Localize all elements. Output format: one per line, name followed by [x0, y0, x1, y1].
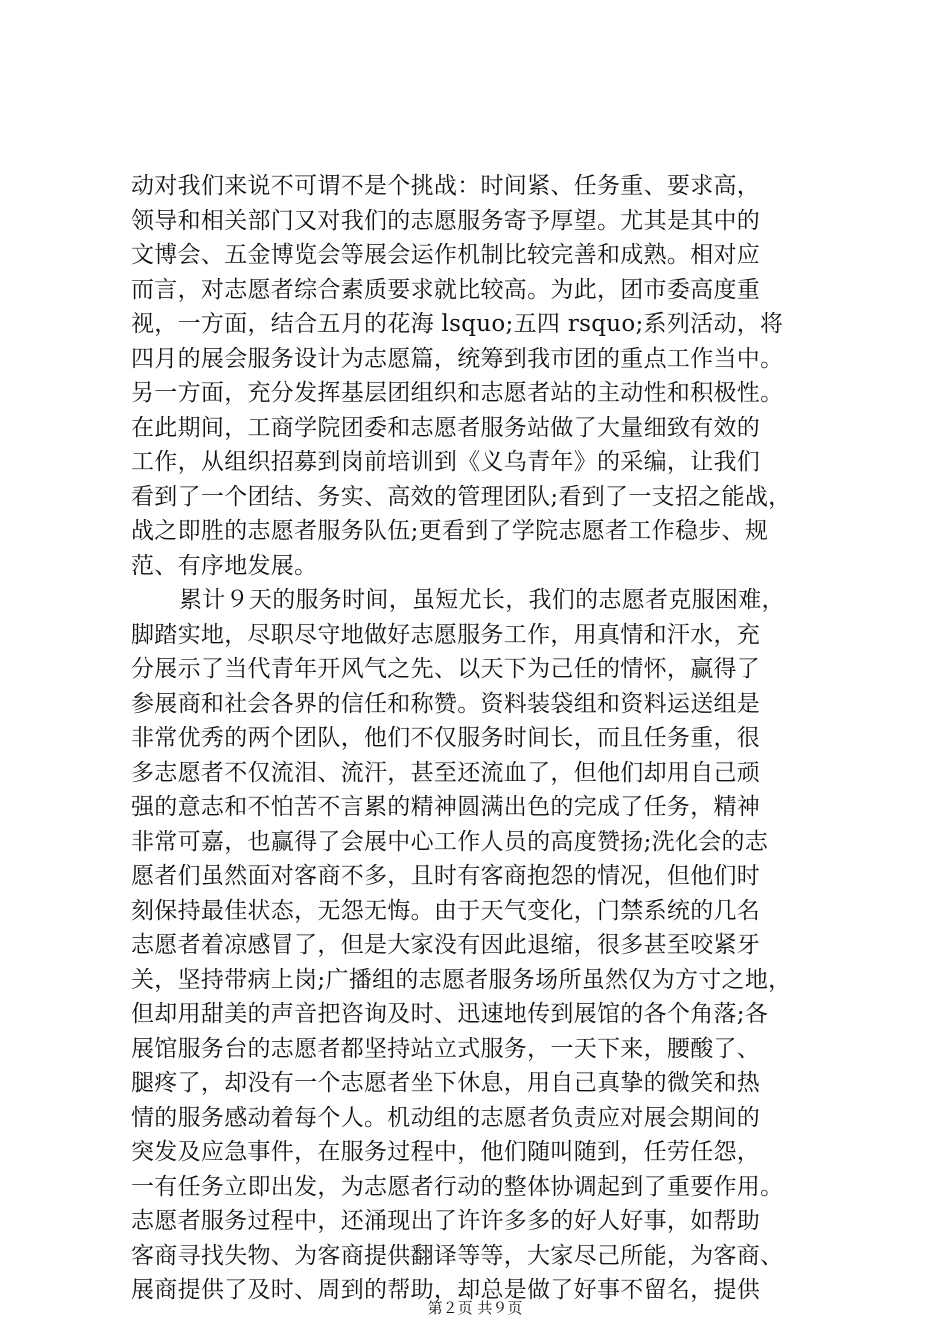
text-line: 四月的展会服务设计为志愿篇，统筹到我市团的重点工作当中。: [131, 345, 784, 372]
text-line: 愿者们虽然面对客商不多，且时有客商抱怨的情况，但他们时: [131, 863, 761, 889]
text-line: 一有任务立即出发，为志愿者行动的整体协调起到了重要作用。: [131, 1173, 784, 1200]
text-line: 非常可嘉，也赢得了会展中心工作人员的高度赞扬;洗化会的志: [131, 828, 769, 855]
text-line: 非常优秀的两个团队，他们不仅服务时间长，而且任务重，很: [131, 725, 761, 751]
text-line: 情的服务感动着每个人。机动组的志愿者负责应对展会期间的: [131, 1104, 761, 1131]
page-number: 第２页 共９页: [427, 1299, 523, 1317]
text-line: 多志愿者不仅流泪、流汗，甚至还流血了，但他们却用自己顽: [131, 759, 761, 786]
text-line: 工作，从组织招募到岗前培训到《义乌青年》的采编，让我们: [131, 449, 761, 475]
text-line: 关，坚持带病上岗;广播组的志愿者服务场所虽然仅为方寸之地，: [131, 966, 792, 993]
text-line: 文博会、五金博览会等展会运作机制比较完善和成熟。相对应: [131, 242, 761, 268]
text-line: 在此期间，工商学院团委和志愿者服务站做了大量细致有效的: [131, 414, 761, 441]
text-line: 突发及应急事件，在服务过程中，他们随叫随到，任劳任怨，: [131, 1139, 761, 1165]
text-line: 展商提供了及时、周到的帮助，却总是做了好事不留名，提供: [131, 1277, 761, 1303]
text-line: 另一方面，充分发挥基层团组织和志愿者站的主动性和积极性。: [131, 380, 784, 406]
paragraph-start-line: 累计９天的服务时间，虽短尤长，我们的志愿者克服困难，: [179, 587, 785, 613]
text-line: 视，一方面，结合五月的花海 lsquo;五四 rsquo;系列活动，将: [131, 311, 784, 337]
text-line: 范、有序地发展。: [131, 552, 318, 579]
text-line: 参展商和社会各界的信任和称赞。资料装袋组和资料运送组是: [131, 690, 761, 717]
text-line: 展馆服务台的志愿者都坚持站立式服务，一天下来，腰酸了、: [131, 1035, 761, 1062]
text-line: 志愿者服务过程中，还涌现出了许许多多的好人好事，如帮助: [131, 1208, 761, 1234]
text-line: 志愿者着凉感冒了，但是大家没有因此退缩，很多甚至咬紧牙: [131, 932, 761, 958]
text-line: 刻保持最佳状态，无怨无悔。由于天气变化，门禁系统的几名: [131, 897, 761, 924]
text-line: 客商寻找失物、为客商提供翻译等等，大家尽己所能，为客商、: [131, 1242, 784, 1269]
text-line: 领导和相关部门又对我们的志愿服务寄予厚望。尤其是其中的: [131, 207, 761, 234]
text-line: 战之即胜的志愿者服务队伍;更看到了学院志愿者工作稳步、规: [131, 518, 769, 544]
text-line: 但却用甜美的声音把咨询及时、迅速地传到展馆的各个角落;各: [131, 1001, 769, 1027]
text-line: 脚踏实地，尽职尽守地做好志愿服务工作，用真情和汗水，充: [131, 621, 761, 648]
page-footer: [0, 1298, 950, 1318]
document-body: [131, 169, 836, 1308]
text-line: 强的意志和不怕苦不言累的精神圆满出色的完成了任务，精神: [131, 794, 761, 820]
text-line: 而言，对志愿者综合素质要求就比较高。为此，团市委高度重: [131, 276, 761, 303]
text-line: 动对我们来说不可谓不是个挑战：时间紧、任务重、要求高，: [131, 173, 761, 199]
text-line: 腿疼了，却没有一个志愿者坐下休息，用自己真挚的微笑和热: [131, 1070, 761, 1096]
text-line: 分展示了当代青年开风气之先、以天下为己任的情怀，赢得了: [131, 656, 761, 682]
text-line: 看到了一个团结、务实、高效的管理团队;看到了一支招之能战，: [131, 483, 792, 510]
